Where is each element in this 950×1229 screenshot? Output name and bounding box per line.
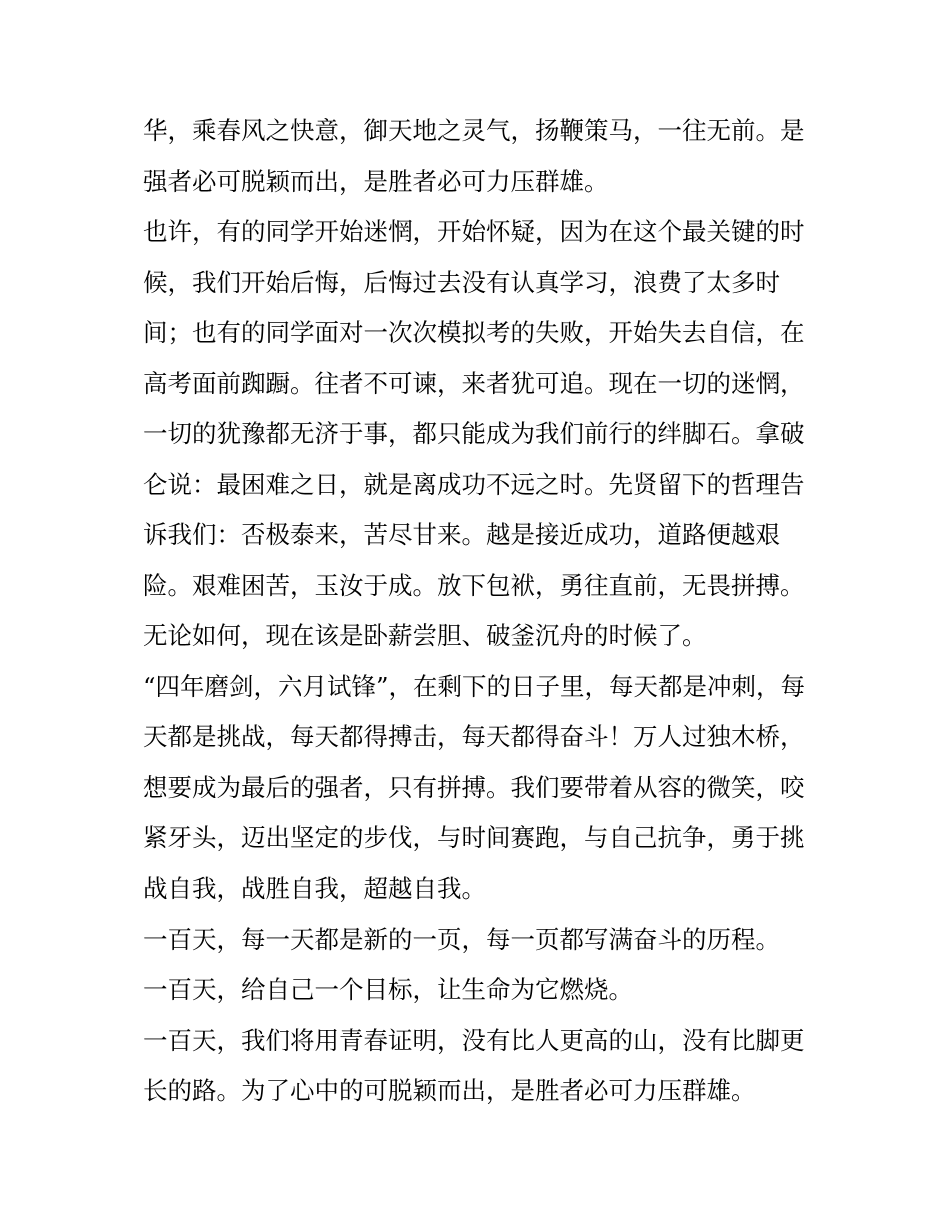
text-line: 想要成为最后的强者，只有拼搏。我们要带着从容的微笑，咬: [143, 773, 805, 802]
text-line: 紧牙头，迈出坚定的步伐，与时间赛跑，与自己抗争，勇于挑: [143, 823, 805, 852]
text-line: 候，我们开始后悔，后悔过去没有认真学习，浪费了太多时: [143, 268, 780, 297]
text-line: 长的路。为了心中的可脱颖而出，是胜者必可力压群雄。: [143, 1076, 756, 1105]
text-line: “四年磨剑，六月试锋”，在剩下的日子里，每天都是冲刺，每: [143, 672, 806, 701]
text-line: 间；也有的同学面对一次次模拟考的失败，开始失去自信，在: [143, 318, 805, 347]
text-line: 战自我，战胜自我，超越自我。: [143, 874, 486, 903]
text-line: 一百天，我们将用青春证明，没有比人更高的山，没有比脚更: [143, 1026, 805, 1055]
text-line: 无论如何，现在该是卧薪尝胆、破釜沉舟的时候了。: [143, 621, 707, 650]
text-line: 仑说：最困难之日，就是离成功不远之时。先贤留下的哲理告: [143, 470, 805, 499]
text-line: 一百天，每一天都是新的一页，每一页都写满奋斗的历程。: [143, 925, 780, 954]
text-line: 高考面前踟蹰。往者不可谏，来者犹可追。现在一切的迷惘，: [143, 369, 805, 398]
text-line: 强者必可脱颖而出，是胜者必可力压群雄。: [143, 167, 609, 196]
text-line: 一切的犹豫都无济于事，都只能成为我们前行的绊脚石。拿破: [143, 419, 805, 448]
text-line: 天都是挑战，每天都得搏击，每天都得奋斗！万人过独木桥，: [143, 722, 805, 751]
text-line: 诉我们：否极泰来，苦尽甘来。越是接近成功，道路便越艰: [143, 520, 780, 549]
text-line: 一百天，给自己一个目标，让生命为它燃烧。: [143, 975, 633, 1004]
text-line: 也许，有的同学开始迷惘，开始怀疑，因为在这个最关键的时: [143, 217, 805, 246]
text-line: 险。艰难困苦，玉汝于成。放下包袱，勇往直前，无畏拼搏。: [143, 571, 805, 600]
text-line: 华，乘春风之快意，御天地之灵气，扬鞭策马，一往无前。是: [143, 116, 805, 145]
